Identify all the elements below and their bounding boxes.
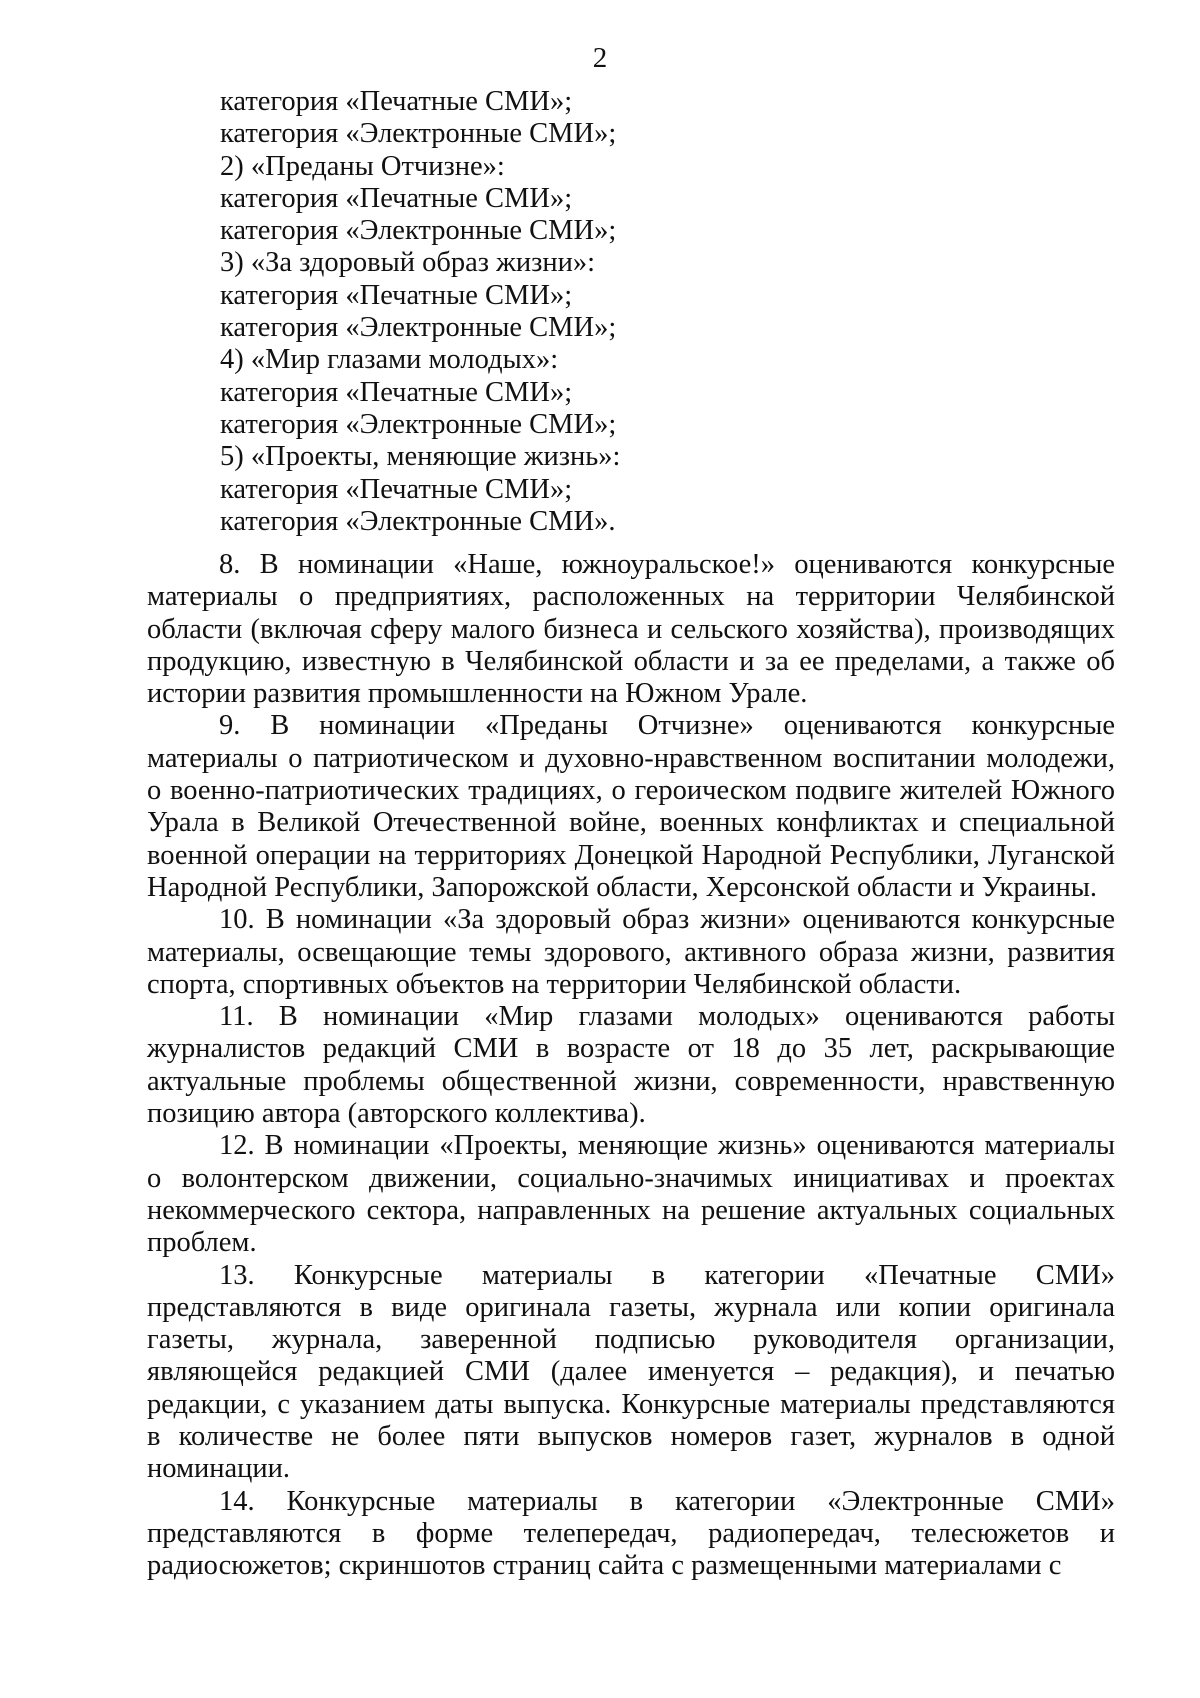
list-line: 2) «Преданы Отчизне»: bbox=[220, 150, 505, 182]
list-line: 4) «Мир глазами молодых»: bbox=[220, 344, 559, 376]
paragraph-11: 11. В номинации «Мир глазами молодых» оцениваются работы журналистов редакций СМИ в возрасте от 18 до 35 лет, раскрывающие актуальные проблемы общественной жизни, современности, нравственную позицию автора (авторского коллектива). bbox=[147, 1001, 1115, 1130]
paragraph-8: 8. В номинации «Наше, южноуральское!» оцениваются конкурсные материалы о предприятиях, расположенных на территории Челябинской области (включая сферу малого бизнеса и сельского хозяйства), производящих продукцию, известную в Челябинской области и за ее пределами, а также об истории развития промышленности на Южном Урале. bbox=[147, 549, 1115, 710]
list-line: категория «Печатные СМИ»; bbox=[220, 376, 573, 408]
list-line: категория «Электронные СМИ»; bbox=[220, 118, 617, 150]
paragraph-14: 14. Конкурсные материалы в категории «Электронные СМИ» представляются в форме телепередач, радиопередач, телесюжетов и радиосюжетов; скриншотов страниц сайта с размещенными материалами с bbox=[147, 1485, 1115, 1582]
list-line: категория «Печатные СМИ»; bbox=[220, 86, 573, 117]
paragraph-12: 12. В номинации «Проекты, меняющие жизнь» оцениваются материалы о волонтерском движении, социально-значимых инициативах и проектах некоммерческого сектора, направленных на решение актуальных социальных проблем. bbox=[147, 1130, 1115, 1259]
list-line: 5) «Проекты, меняющие жизнь»: bbox=[220, 441, 621, 473]
list-line: категория «Электронные СМИ»; bbox=[220, 312, 617, 344]
list-line: категория «Печатные СМИ»; bbox=[220, 473, 573, 505]
list-line: категория «Электронные СМИ». bbox=[220, 505, 616, 537]
page-number: 2 bbox=[592, 42, 608, 74]
paragraph-10: 10. В номинации «За здоровый образ жизни» оцениваются конкурсные материалы, освещающие темы здорового, активного образа жизни, развития спорта, спортивных объектов на территории Челябинской области. bbox=[147, 904, 1115, 1000]
list-line: категория «Электронные СМИ»; bbox=[220, 215, 617, 247]
list-line: категория «Печатные СМИ»; bbox=[220, 182, 573, 214]
paragraph-9: 9. В номинации «Преданы Отчизне» оцениваются конкурсные материалы о патриотическом и духовно-нравственном воспитании молодежи, о военно-патриотических традициях, о героическом подвиге жителей Южного Урала в Великой Отечественной войне, военных конфликтах и специальной военной операции на территориях Донецкой Народной Республики, Луганской Народной Республики, Запорожской области, Херсонской области и Украины. bbox=[147, 710, 1115, 903]
nomination-list bbox=[220, 86, 1140, 538]
list-line: категория «Печатные СМИ»; bbox=[220, 279, 573, 311]
body-text bbox=[147, 549, 1115, 1583]
paragraph-13: 13. Конкурсные материалы в категории «Печатные СМИ» представляются в виде оригинала газеты, журнала или копии оригинала газеты, журнала, заверенной подписью руководителя организации, являющейся редакцией СМИ (далее именуется – редакция), и печатью редакции, с указанием даты выпуска. Конкурсные материалы представляются в количестве не более пяти выпусков номеров газет, журналов в одной номинации. bbox=[147, 1259, 1115, 1485]
list-line: 3) «За здоровый образ жизни»: bbox=[220, 247, 596, 279]
list-line: категория «Электронные СМИ»; bbox=[220, 408, 617, 440]
